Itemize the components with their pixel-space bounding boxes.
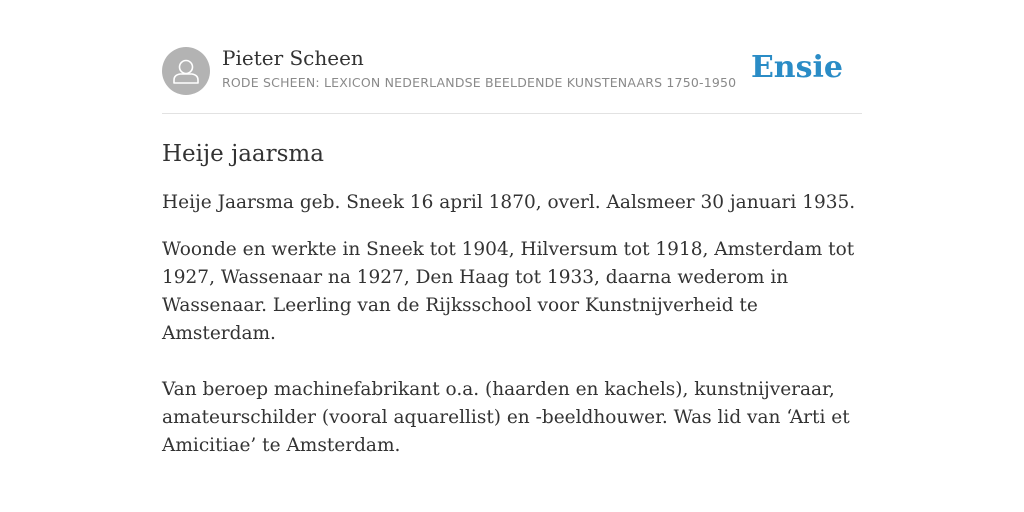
author-name[interactable]: Pieter Scheen — [222, 46, 364, 70]
source-label[interactable]: RODE SCHEEN: LEXICON NEDERLANDSE BEELDENDE KUNSTENAARS 1750-1950 — [222, 75, 737, 90]
avatar[interactable] — [162, 47, 210, 95]
user-placeholder-icon — [162, 47, 210, 95]
article-paragraph-birth: Heije Jaarsma geb. Sneek 16 april 1870, overl. Aalsmeer 30 januari 1935. — [162, 192, 856, 213]
article-title: Heije jaarsma — [162, 141, 324, 167]
article-paragraph-residence: Woonde en werkte in Sneek tot 1904, Hilversum tot 1918, Amsterdam tot 1927, Wassenaar na 1927, Den Haag tot 1933, daarna wederom in Wassenaar. Leerling van de Rijksschool voor Kunstnijverheid te Amsterdam. — [162, 239, 855, 344]
article-header — [162, 46, 862, 114]
article-body — [162, 189, 862, 460]
article-paragraph-profession: Van beroep machinefabrikant o.a. (haarden en kachels), kunstnijveraar, amateurschilder (vooral aquarellist) en -beeldhouwer. Was lid van ‘Arti et Amicitiae’ te Amsterdam. — [162, 379, 850, 456]
article-card — [162, 46, 862, 460]
ensie-logo[interactable]: Ensie — [750, 50, 843, 85]
